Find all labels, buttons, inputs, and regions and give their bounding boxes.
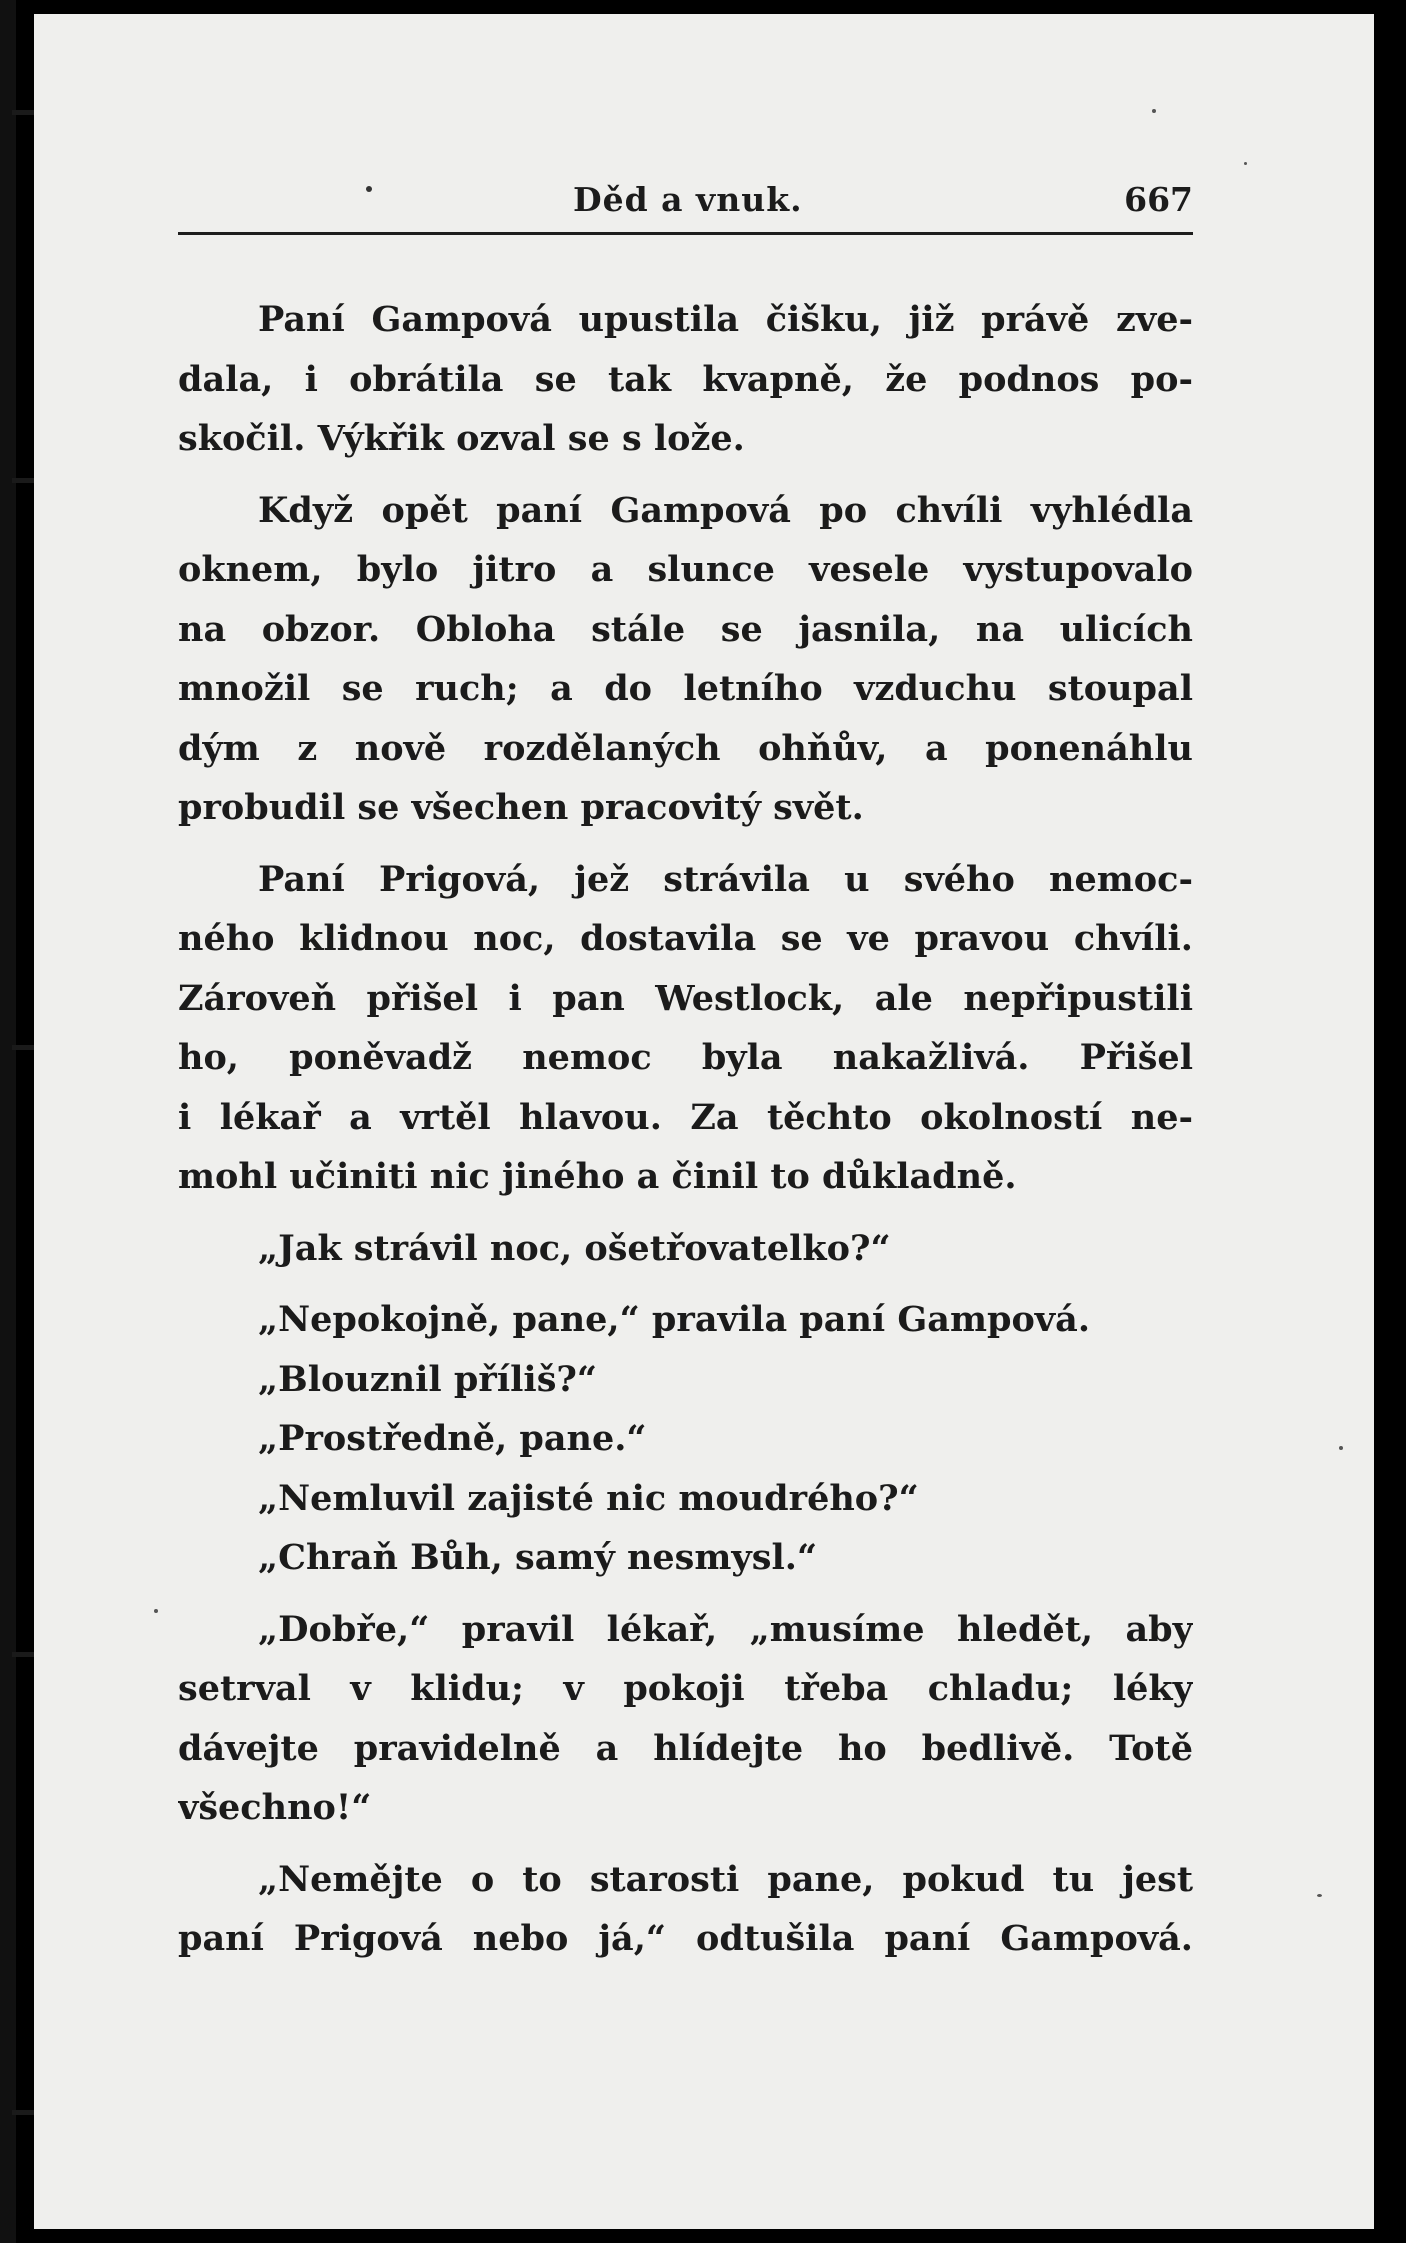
text-line: ného klidnou noc, dostavila se ve pravou chvíli. [178, 918, 1193, 959]
text-line: mohl učiniti nic jiného a činil to důkladně. [178, 1156, 1017, 1197]
header-dot [366, 186, 372, 192]
book-binding-edge [0, 0, 16, 2243]
text-line: dávejte pravidelně a hlídejte ho bedlivě. Totě [178, 1727, 1193, 1769]
text-line: dým z nově rozdělaných ohňův, a ponenáhlu [178, 727, 1193, 769]
paper-speck [1317, 1894, 1322, 1897]
dialogue-line: „Nemluvil zajisté nic moudrého?“ [258, 1477, 919, 1519]
text-line: Paní Gampová upustila čišku, již právě zve- [258, 299, 1193, 340]
text-line: probudil se všechen pracovitý svět. [178, 787, 864, 828]
text-line: skočil. Výkřik ozval se s lože. [178, 418, 745, 459]
paper-speck [1244, 162, 1247, 165]
page-header [178, 178, 1193, 235]
paper-speck [1339, 1446, 1343, 1450]
paper-speck [154, 1609, 158, 1613]
text-line: Když opět paní Gampová po chvíli vyhlédla [258, 489, 1193, 531]
text-line: oknem, bylo jitro a slunce vesele vystupovalo [178, 549, 1193, 590]
text-line: „Nemějte o to starosti pane, pokud tu jest [258, 1858, 1193, 1900]
text-line: všechno!“ [178, 1787, 372, 1828]
paper-speck [1152, 109, 1156, 113]
dialogue-line: „Nepokojně, pane,“ pravila paní Gampová. [258, 1299, 1091, 1340]
dialogue-line: „Jak strávil noc, ošetřovatelko?“ [258, 1227, 891, 1269]
dialogue-line: „Blouznil příliš?“ [258, 1358, 598, 1400]
dialogue-line: „Prostředně, pane.“ [258, 1418, 647, 1459]
text-line: setrval v klidu; v pokoji třeba chladu; léky [178, 1668, 1193, 1709]
text-line: na obzor. Obloha stále se jasnila, na ulicích [178, 608, 1193, 650]
text-line: Zároveň přišel i pan Westlock, ale nepřipustili [178, 977, 1193, 1019]
page-number: 667 [1124, 180, 1193, 219]
text-line: Paní Prigová, jež strávila u svého nemoc- [258, 858, 1193, 900]
dialogue-line: „Chraň Bůh, samý nesmysl.“ [258, 1537, 818, 1578]
body-text [178, 290, 1193, 1969]
text-line: i lékař a vrtěl hlavou. Za těchto okolností ne- [178, 1096, 1193, 1138]
running-title: Děd a vnuk. [573, 180, 803, 219]
text-line: dala, i obrátila se tak kvapně, že podnos po- [178, 358, 1193, 400]
text-line: paní Prigová nebo já,“ odtušila paní Gampová. [178, 1918, 1193, 1959]
text-line: ho, poněvadž nemoc byla nakažlivá. Přišel [178, 1037, 1193, 1078]
text-line: „Dobře,“ pravil lékař, „musíme hledět, aby [258, 1608, 1193, 1650]
text-line: množil se ruch; a do letního vzduchu stoupal [178, 668, 1193, 709]
